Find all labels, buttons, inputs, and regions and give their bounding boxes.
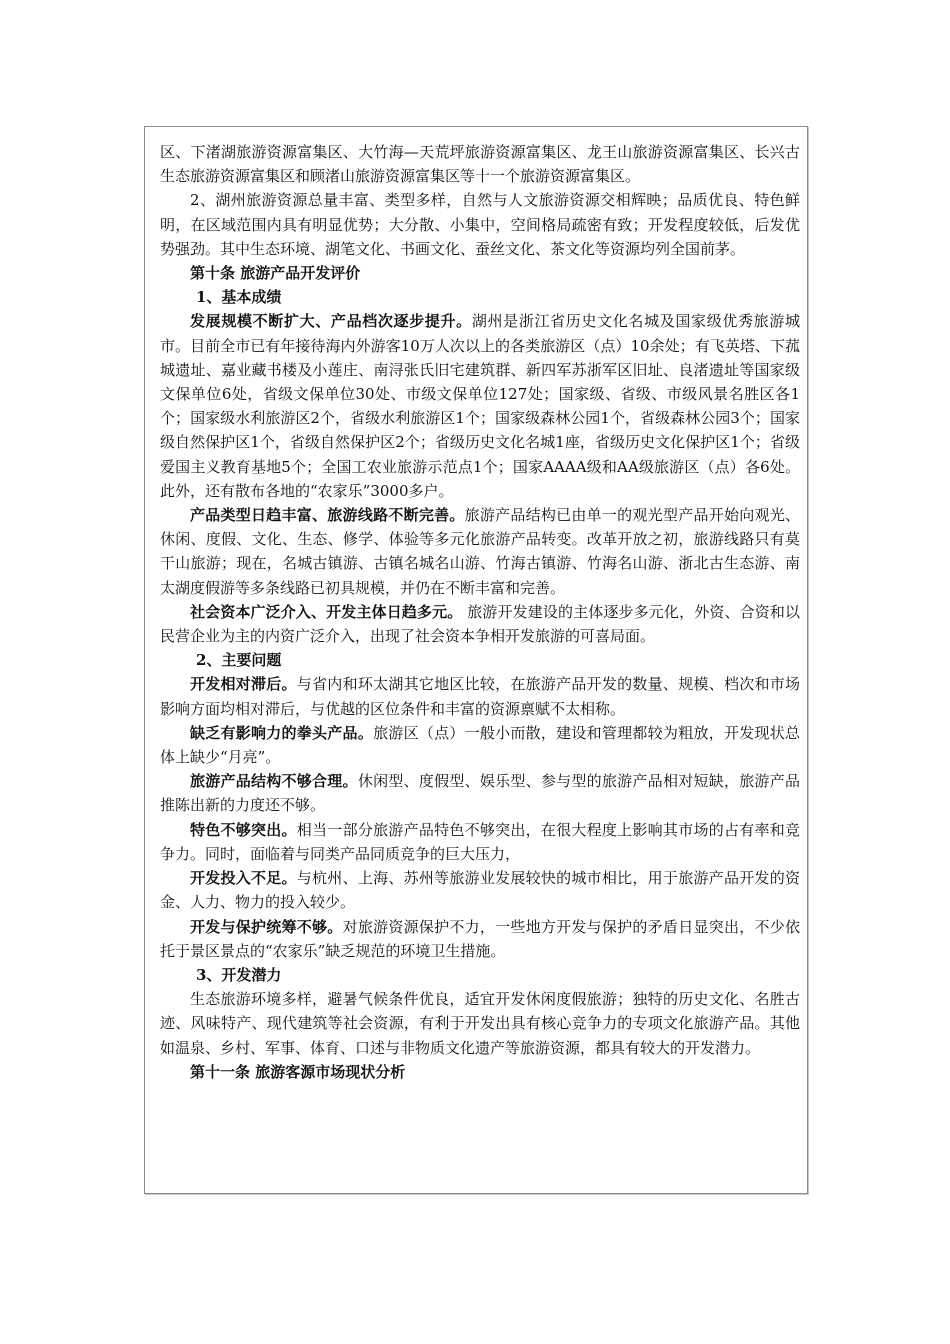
paragraph-product-types: 产品类型日趋丰富、旅游线路不断完善。旅游产品结构已由单一的观光型产品开始向观光、休闲、度假、文化、生态、修学、体验等多元化旅游产品转变。改革开放之初，旅游线路只有莫干山旅游；现在，名城古镇游、古镇名城名山游、竹海古镇游、竹海名山游、浙北古生态游、南太湖度假游等多条线路已初具规模，并仍在不断丰富和完善。 [160, 506, 800, 597]
section-3-heading: 3、开发潜力 [196, 965, 282, 984]
article-10-heading: 第十条 旅游产品开发评价 [190, 264, 361, 283]
section-1-heading: 1、基本成绩 [196, 288, 282, 307]
paragraph-lead: 开发与保护统筹不够。 [190, 917, 343, 936]
paragraph-lagging: 开发相对滞后。与省内和环太湖其它地区比较，在旅游产品开发的数量、规模、档次和市场影响方面均相对滞后，与优越的区位条件和丰富的资源禀赋不太相称。 [160, 675, 800, 718]
paragraph-lead: 旅游产品结构不够合理。 [190, 772, 358, 791]
paragraph-lead: 产品类型日趋丰富、旅游线路不断完善。 [190, 506, 465, 525]
paragraph-lead: 社会资本广泛介入、开发主体日趋多元。 [190, 602, 463, 621]
article-11-heading: 第十一条 旅游客源市场现状分析 [190, 1062, 406, 1081]
paragraph-scale: 发展规模不断扩大、产品档次逐步提升。湖州是浙江省历史文化名城及国家级优秀旅游城市。目前全市已有年接待海内外游客10万人次以上的各类旅游区（点）10余处；有飞英塔、下菰城遗址、嘉业藏书楼及小莲庄、南浔张氏旧宅建筑群、新四军苏浙军区旧址、良渚遗址等国家级文保单位6处，省级文保单位30处、市级文保单位127处；国家级、省级、市级风景名胜区各1个；国家级水利旅游区2个，省级水利旅游区1个；国家级森林公园1个，省级森林公园3个；国家级自然保护区1个，省级自然保护区2个；省级历史文化名城1座，省级历史文化保护区1个；省级爱国主义教育基地5个；全国工农业旅游示范点1个；国家AAAA级和AA级旅游区（点）各6处。此外，还有散布各地的“农家乐”3000多户。 [160, 312, 800, 500]
paragraph-lead: 开发投入不足。 [190, 869, 297, 888]
document-body [160, 140, 800, 1084]
section-2-heading: 2、主要问题 [196, 651, 282, 670]
paragraph-lead: 缺乏有影响力的拳头产品。 [190, 723, 374, 742]
paragraph-investment: 开发投入不足。与杭州、上海、苏州等旅游业发展较快的城市相比，用于旅游产品开发的资金、人力、物力的投入较少。 [160, 869, 800, 912]
paragraph-lead: 特色不够突出。 [190, 820, 297, 839]
paragraph-protection: 开发与保护统筹不够。对旅游资源保护不力，一些地方开发与保护的矛盾日显突出，不少依托于景区景点的“农家乐”缺乏规范的环境卫生措施。 [160, 917, 800, 960]
paragraph-structure: 旅游产品结构不够合理。休闲型、度假型、娱乐型、参与型的旅游产品相对短缺，旅游产品推陈出新的力度还不够。 [160, 772, 800, 815]
paragraph-social-capital: 社会资本广泛介入、开发主体日趋多元。 旅游开发建设的主体逐步多元化，外资、合资和以民营企业为主的内资广泛介入，出现了社会资本争相开发旅游的可喜局面。 [160, 602, 800, 646]
paragraph-potential: 生态旅游环境多样，避暑气候条件优良，适宜开发休闲度假旅游；独特的历史文化、名胜古迹、风味特产、现代建筑等社会资源，有利于开发出具有核心竞争力的专项文化旅游产品。其他如温泉、乡村、军事、体育、口述与非物质文化遗产等旅游资源，都具有较大的开发潜力。 [160, 990, 800, 1057]
paragraph-flagship: 缺乏有影响力的拳头产品。旅游区（点）一般小而散，建设和管理都较为粗放，开发现状总体上缺少“月亮”。 [160, 723, 800, 767]
paragraph-lead: 开发相对滞后。 [190, 675, 297, 694]
paragraph-resource-zones: 区、下渚湖旅游资源富集区、大竹海—天荒坪旅游资源富集区、龙王山旅游资源富集区、长兴古生态旅游资源富集区和顾渚山旅游资源富集区等十一个旅游资源富集区。 [160, 143, 800, 186]
paragraph-features: 特色不够突出。相当一部分旅游产品特色不够突出，在很大程度上影响其市场的占有率和竞争力。同时，面临着与同类产品同质竞争的巨大压力， [160, 820, 800, 863]
paragraph-lead: 发展规模不断扩大、产品档次逐步提升。 [190, 312, 472, 331]
paragraph-resource-overview: 2、湖州旅游资源总量丰富、类型多样，自然与人文旅游资源交相辉映；品质优良、特色鲜明，在区域范围内具有明显优势；大分散、小集中，空间格局疏密有致；开发程度较低，后发优势强劲。其中生态环境、湖笔文化、书画文化、蚕丝文化、茶文化等资源均列全国前茅。 [160, 191, 800, 258]
